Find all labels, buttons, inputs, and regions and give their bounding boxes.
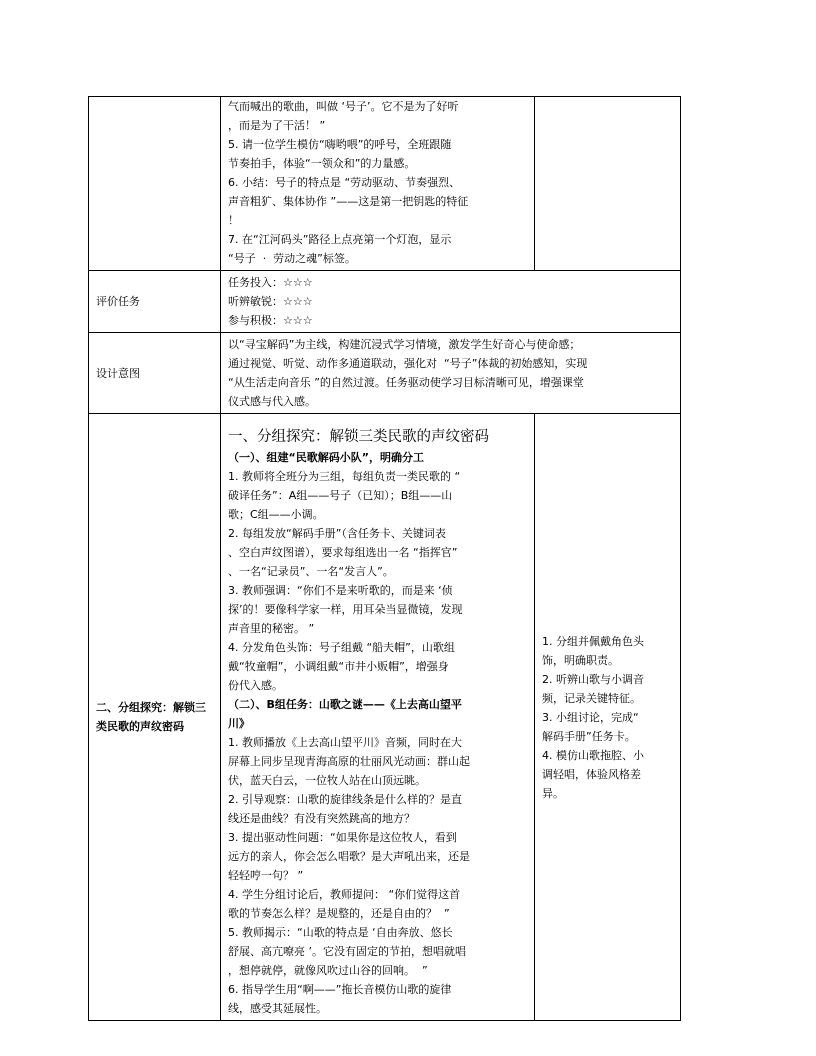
text-line: 4. 学生分组讨论后，教师提问： “你们觉得这首	[228, 888, 461, 901]
text-line: 2. 每组发放“解码手册”（含任务卡、关键词表	[228, 527, 446, 540]
text-line: 5. 教师揭示：“山歌的特点是 ‘自由奔放、悠长	[228, 926, 453, 939]
row-label-cell	[89, 97, 221, 271]
text-line: 1. 教师将全班分为三组，每组负责一类民歌的 “	[228, 470, 461, 483]
text-line: 份代入感。	[228, 679, 283, 692]
rating-line: 任务投入：☆☆☆	[228, 276, 313, 289]
text-line: 5. 请一位学生模仿“嗨哟喂”的呼号，全班跟随	[228, 138, 452, 151]
text-line: 1. 教师播放《上去高山望平川》音频，同时在大	[228, 736, 462, 749]
design-intent-cell	[221, 333, 681, 414]
text-line: 仪式感与代入感。	[228, 395, 316, 408]
text-line: “号子 · 劳动之魂”标签。	[228, 252, 356, 265]
text-line: 声音里的秘密。 ”	[228, 622, 315, 635]
text-line: 通过视觉、听觉、动作多通道联动，强化对 “号子”体裁的初始感知，实现	[228, 357, 588, 370]
text-line: 4. 模仿山歌拖腔、小	[542, 748, 644, 762]
table-row	[89, 333, 681, 414]
text-line: 频，记录关键特征。	[542, 691, 641, 705]
evaluation-cell	[221, 271, 681, 333]
text-line: 饰，明确职责。	[542, 653, 619, 667]
text-line: 、一名“记录员”、一名“发言人”。	[228, 565, 394, 578]
subsection-heading: （二）、B组任务：山歌之谜——《上去高山望平	[228, 698, 462, 711]
text-line: 舒展、高亢嘹亮 ’。它没有固定的节拍，想唱就唱	[228, 945, 466, 958]
text-line: 异。	[542, 786, 564, 800]
text-line: 线，感受其延展性。	[228, 1002, 327, 1015]
text-line: 调轻唱，体验风格差	[542, 767, 641, 781]
text-line: 7. 在“江河码头”路径上点亮第一个灯泡，显示	[228, 233, 452, 246]
subsection-heading: 川》	[228, 717, 250, 730]
text-line: 轻轻哼一句？ ”	[228, 869, 304, 882]
evaluation-label: 评价任务	[89, 271, 221, 333]
subsection-heading: （一）、组建“民歌解码小队”，明确分工	[228, 451, 424, 464]
text-line: 探’的！要像科学家一样，用耳朵当显微镜，发现	[228, 603, 463, 616]
text-line: 远方的亲人，你会怎么唱歌？是大声吼出来，还是	[228, 850, 470, 863]
text-line: ，想停就停，就像风吹过山谷的回响。 ”	[228, 964, 428, 977]
rating-line: 听辨敏锐：☆☆☆	[228, 295, 313, 308]
text-line: 6. 指导学生用“啊——”拖长音模仿山歌的旋律	[228, 983, 452, 996]
text-line: 伏，蓝天白云，一位牧人站在山顶远眺。	[228, 774, 426, 787]
text-line: 1. 分组并佩戴角色头	[542, 634, 644, 648]
text-line: 戴“牧童帽”，小调组戴“市井小贩帽”，增强身	[228, 660, 449, 673]
text-line: 歌的节奏怎么样？是规整的，还是自由的？ ”	[228, 907, 450, 920]
text-line: 、空白声纹图谱），要求每组选出一名 “指挥官”	[228, 546, 458, 559]
design-intent-label: 设计意图	[89, 333, 221, 414]
text-line: 节奏拍手，体验“一领众和”的力量感。	[228, 157, 416, 170]
text-line: 线还是曲线？有没有突然跳高的地方？	[228, 812, 415, 825]
section-heading: 一、分组探究：解锁三类民歌的声纹密码	[228, 429, 489, 445]
student-activity-cell	[535, 97, 681, 271]
text-line: 6. 小结：号子的特点是 “劳动驱动、节奏强烈、	[228, 176, 461, 189]
text-line: 以“寻宝解码”为主线，构建沉浸式学习情境，激发学生好奇心与使命感；	[228, 338, 581, 351]
table-row	[89, 97, 681, 271]
text-line: 歌；C组——小调。	[228, 508, 324, 521]
text-line: 屏幕上同步呈现青海高原的壮丽风光动画：群山起	[228, 755, 470, 768]
teacher-activity-cell	[221, 97, 535, 271]
rating-line: 参与积极：☆☆☆	[228, 314, 313, 327]
text-line: 破译任务”：A组——号子（已知）；B组——山	[228, 489, 453, 502]
text-line: ！	[228, 214, 239, 227]
text-line: “从生活走向音乐 ”的自然过渡。任务驱动使学习目标清晰可见，增强课堂	[228, 376, 584, 389]
text-line: 解码手册”任务卡。	[542, 729, 636, 743]
student-activity-cell	[535, 414, 681, 1021]
text-line: 3. 教师强调：“你们不是来听歌的，而是来 ‘侦	[228, 584, 453, 597]
text-line: 3. 小组讨论，完成“	[542, 710, 639, 724]
section-label: 二、分组探究：解锁三类民歌的声纹密码	[89, 414, 221, 1021]
text-line: 声音粗犷、集体协作 ”——这是第一把钥匙的特征	[228, 195, 469, 208]
lesson-plan-table	[88, 96, 681, 1021]
text-line: 2. 听辨山歌与小调音	[542, 672, 644, 686]
text-line: 3. 提出驱动性问题：“如果你是这位牧人，看到	[228, 831, 457, 844]
text-line: ，而是为了干活！ ”	[228, 119, 326, 132]
text-line: 2. 引导观察：山歌的旋律线条是什么样的？是直	[228, 793, 462, 806]
text-line: 气而喊出的歌曲，叫做 ‘号子’。它不是为了好听	[228, 100, 459, 113]
table-row	[89, 414, 681, 1021]
text-line: 4. 分发角色头饰：号子组戴 “船夫帽”，山歌组	[228, 641, 455, 654]
teacher-activity-cell	[221, 414, 535, 1021]
table-row	[89, 271, 681, 333]
